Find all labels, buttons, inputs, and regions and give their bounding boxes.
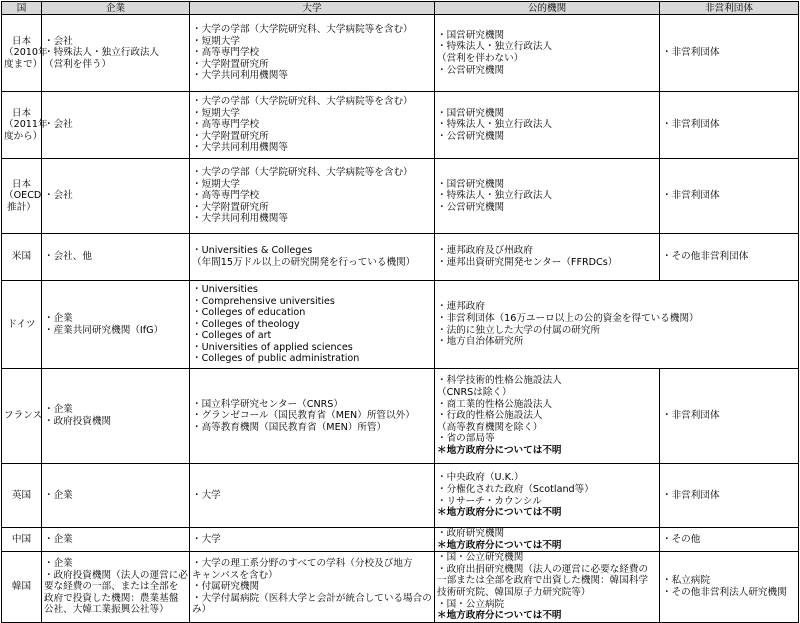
country-cell-line: 英国 [11, 489, 32, 501]
business-cell-line: ・企業 [44, 404, 73, 416]
university-cell-line: キャンパスを含む） [192, 569, 278, 581]
country-cell-line: 日本 [11, 178, 32, 190]
country-cell-line: （2010年 [4, 47, 48, 59]
university-cell-line: ・大学の学部（大学院研究科、大学病院等を含む） [192, 96, 413, 108]
university-cell-line: ・Comprehensive universities [192, 295, 335, 307]
university-cell-line: ・Universities & Colleges [192, 245, 313, 257]
nonprofit-cell-line: ・非営利団体 [662, 190, 720, 202]
public-cell-line: （CNRSは除く） [437, 387, 512, 399]
public-cell-line: ・法的に独立した大学の付属の研究所 [437, 324, 601, 336]
country-cell-line: フランス [4, 410, 43, 422]
header-row [2, 2, 799, 15]
public-cell-line: ・連邦出資研究開発センター（FFRDCs） [437, 257, 618, 268]
country-cell [2, 159, 42, 234]
nonprofit-cell [660, 15, 799, 92]
university-cell-line: ・短期大学 [192, 107, 240, 119]
public-cell-line: ・連邦政府及び州政府 [437, 245, 533, 257]
business-cell-line: ・政府投資機関 [44, 416, 112, 427]
public-cell-line: ・国営研究機関 [437, 178, 505, 190]
header-public: 公的機関 [435, 2, 660, 15]
country-cell [2, 234, 42, 281]
country-cell-line: 度まで） [4, 58, 43, 70]
university-cell-line: ・大学附置研究所 [192, 58, 269, 70]
nonprofit-cell-line: ・その他非営利法人研究機関 [662, 586, 787, 598]
nonprofit-cell-line: ・非営利団体 [662, 119, 720, 131]
university-cell [190, 369, 435, 464]
university-cell-line: ・Colleges of art [192, 330, 272, 342]
country-cell [2, 528, 42, 552]
business-cell [42, 281, 190, 369]
table-row [2, 92, 799, 159]
public-cell-line: 一部または全部を政府で出資した機関：韓国科学 [437, 575, 649, 587]
table-row [2, 159, 799, 234]
nonprofit-cell-line: ・私立病院 [662, 575, 710, 587]
public-cell-line: ・国・公立病院 [437, 598, 505, 610]
country-cell-line: 推計） [7, 201, 36, 213]
public-cell [435, 92, 660, 159]
public-cell-line: ・国・公立研究機関 [437, 552, 524, 564]
regional-government-note: ＊地方政府分については不明 [437, 610, 562, 622]
nonprofit-cell [660, 528, 799, 552]
nonprofit-cell [660, 234, 799, 281]
business-cell [42, 92, 190, 159]
nonprofit-cell-line: ・その他非営利団体 [662, 251, 749, 263]
business-cell-line: ・会社 [44, 35, 73, 47]
business-cell [42, 369, 190, 464]
public-cell-line: （高等教育機関を除く） [437, 421, 543, 433]
public-cell-line: ・分権化された政府（Scotland等） [437, 483, 594, 495]
nonprofit-cell [660, 92, 799, 159]
public-cell [435, 369, 660, 464]
university-cell [190, 528, 435, 552]
country-cell [2, 281, 42, 369]
public-cell-line: ・非営利団体（16万ユーロ以上の公的資金を得ている機関） [437, 312, 699, 324]
public-cell-line: ・政府研究機関 [437, 528, 505, 539]
university-cell-line: ・高等専門学校 [192, 47, 260, 59]
university-cell-line: ・Universities [192, 283, 258, 295]
nonprofit-cell-line: ・非営利団体 [662, 47, 720, 59]
university-cell-line: （年間15万ドル以上の研究開発を行っている機関） [192, 257, 416, 268]
public-cell-line: ・公営研究機関 [437, 64, 505, 76]
country-cell-line: 中国 [11, 533, 32, 545]
regional-government-note: ＊地方政府分については不明 [437, 444, 562, 456]
country-cell-line: 韓国 [11, 581, 32, 593]
business-cell-line: ・産業共同研究機関（IfG） [44, 324, 164, 336]
public-cell [435, 281, 799, 369]
regional-government-note: ＊地方政府分については不明 [437, 539, 562, 551]
university-cell [190, 464, 435, 528]
public-cell [435, 464, 660, 528]
public-cell-line: ・政府出捐研究機関（法人の運営に必要な経費の [437, 563, 649, 575]
university-cell-line: ・付属研究機関 [192, 581, 260, 593]
table-row [2, 234, 799, 281]
university-cell [190, 92, 435, 159]
business-cell-line: ・会社 [44, 190, 73, 202]
header-university: 大学 [190, 2, 435, 15]
country-cell [2, 15, 48, 92]
table-row [2, 15, 799, 92]
business-cell-line: ・企業 [44, 312, 73, 324]
public-cell-line: ・リサーチ・カウンシル [437, 495, 542, 507]
public-cell-line: ・商工業的性格公施設法人 [437, 398, 553, 410]
university-cell-line: ・大学の学部（大学院研究科、大学病院等を含む） [192, 24, 413, 36]
header-country: 国 [2, 2, 42, 15]
header-nonprofit: 非営利団体 [660, 2, 799, 15]
business-cell [42, 552, 190, 623]
university-cell-line: ・大学共同利用機関等 [192, 213, 288, 225]
business-cell-line: 公社、大韓工業振興公社等） [44, 604, 169, 616]
country-cell [2, 369, 42, 464]
table-row [2, 552, 799, 623]
university-cell-line: ・大学共同利用機関等 [192, 70, 288, 82]
nonprofit-cell-line: ・非営利団体 [662, 489, 720, 501]
business-cell [42, 159, 190, 234]
business-cell-line: ・会社、他 [44, 251, 92, 263]
business-cell-line: 要な経費の一部、または全部を [44, 581, 179, 593]
public-cell-line: ・特殊法人・独立行政法人 [437, 119, 553, 131]
business-cell [42, 528, 190, 552]
public-cell [435, 15, 660, 92]
university-cell [190, 159, 435, 234]
university-cell-line: ・Universities of applied sciences [192, 341, 353, 353]
country-cell-line: 日本 [11, 107, 32, 119]
business-cell-line: ・企業 [44, 533, 73, 545]
university-cell-line: ・グランゼコール（国民教育省（MEN）所管以外） [192, 410, 415, 422]
public-cell-line: ・連邦政府 [437, 301, 485, 313]
university-cell-line: ・Colleges of theology [192, 318, 300, 330]
sector-classification-table [1, 1, 799, 623]
public-cell-line: ・公営研究機関 [437, 130, 505, 142]
university-cell-line: み） [192, 604, 212, 616]
public-cell-line: ・科学技術的性格公施設法人 [437, 375, 562, 387]
public-cell [435, 159, 660, 234]
country-cell-line: 米国 [11, 251, 32, 263]
business-cell-line: ・会社 [44, 119, 73, 131]
public-cell [435, 234, 660, 281]
business-cell [42, 15, 190, 92]
table-row [2, 369, 799, 464]
university-cell-line: ・大学付属病院（医科大学と会計が統合している場合の [192, 592, 432, 604]
university-cell-line: ・高等専門学校 [192, 190, 260, 202]
business-cell [42, 234, 190, 281]
nonprofit-cell [660, 369, 799, 464]
public-cell-line: ・国営研究機関 [437, 107, 505, 119]
public-cell-line: ・特殊法人・独立行政法人 [437, 190, 553, 202]
university-cell-line: ・大学附置研究所 [192, 201, 269, 213]
business-cell-line: 政府で投資した機関：農業基盤 [44, 592, 179, 604]
country-cell-line: 日本 [11, 35, 32, 47]
country-cell-line: ドイツ [7, 318, 36, 330]
university-cell-line: ・短期大学 [192, 178, 240, 190]
country-cell [2, 464, 42, 528]
country-cell-line: （OECD [4, 190, 42, 202]
university-cell-line: ・大学 [192, 533, 221, 545]
public-cell [435, 552, 660, 623]
university-cell-line: ・高等教育機関（国民教育省（MEN）所管） [192, 421, 387, 433]
public-cell-line: ・特殊法人・独立行政法人 [437, 41, 553, 53]
public-cell-line: ・中央政府（U.K.） [437, 472, 524, 484]
public-cell-line: ・公営研究機関 [437, 201, 505, 213]
university-cell-line: ・大学共同利用機関等 [192, 142, 288, 154]
nonprofit-cell [660, 552, 799, 623]
university-cell-line: ・Colleges of education [192, 307, 306, 319]
table-row [2, 464, 799, 528]
table-row [2, 281, 799, 369]
business-cell-line: ・政府投資機関（法人の運営に必 [44, 569, 188, 581]
university-cell-line: ・大学 [192, 489, 221, 501]
country-cell-line: 度から） [4, 130, 43, 142]
nonprofit-cell-line: ・その他 [662, 533, 701, 545]
public-cell-line: ・国営研究機関 [437, 29, 505, 41]
university-cell [190, 15, 435, 92]
country-cell-line: （2011年 [4, 119, 48, 131]
university-cell-line: ・短期大学 [192, 35, 240, 47]
public-cell [435, 528, 660, 552]
public-cell-line: （営利を伴わない） [437, 53, 524, 64]
public-cell-line: ・省の部局等 [437, 433, 495, 445]
country-cell [2, 552, 42, 623]
university-cell-line: ・大学の学部（大学院研究科、大学病院等を含む） [192, 167, 413, 179]
business-cell-line: （営利を伴う） [44, 58, 112, 70]
university-cell-line: ・大学の理工系分野のすべての学科（分校及び地方 [192, 557, 413, 569]
public-cell-line: ・行政的性格公施設法人 [437, 410, 543, 422]
regional-government-note: ＊地方政府分については不明 [437, 507, 562, 519]
table-body [2, 15, 799, 623]
public-cell-line: 技術研究院、韓国原子力研究院等） [437, 586, 591, 598]
table-row [2, 528, 799, 552]
university-cell-line: ・Colleges of public administration [192, 353, 360, 365]
university-cell [190, 281, 435, 369]
university-cell-line: ・大学附置研究所 [192, 130, 269, 142]
university-cell [190, 552, 435, 623]
business-cell-line: ・特殊法人・独立行政法人 [44, 47, 160, 59]
header-business: 企業 [42, 2, 190, 15]
nonprofit-cell [660, 159, 799, 234]
university-cell [190, 234, 435, 281]
public-cell-line: ・地方自治体研究所 [437, 336, 524, 348]
nonprofit-cell [660, 464, 799, 528]
university-cell-line: ・国立科学研究センター（CNRS） [192, 398, 343, 410]
business-cell [42, 464, 190, 528]
business-cell-line: ・企業 [44, 557, 73, 569]
business-cell-line: ・企業 [44, 489, 73, 501]
university-cell-line: ・高等専門学校 [192, 119, 260, 131]
nonprofit-cell-line: ・非営利団体 [662, 410, 720, 422]
country-cell [2, 92, 48, 159]
